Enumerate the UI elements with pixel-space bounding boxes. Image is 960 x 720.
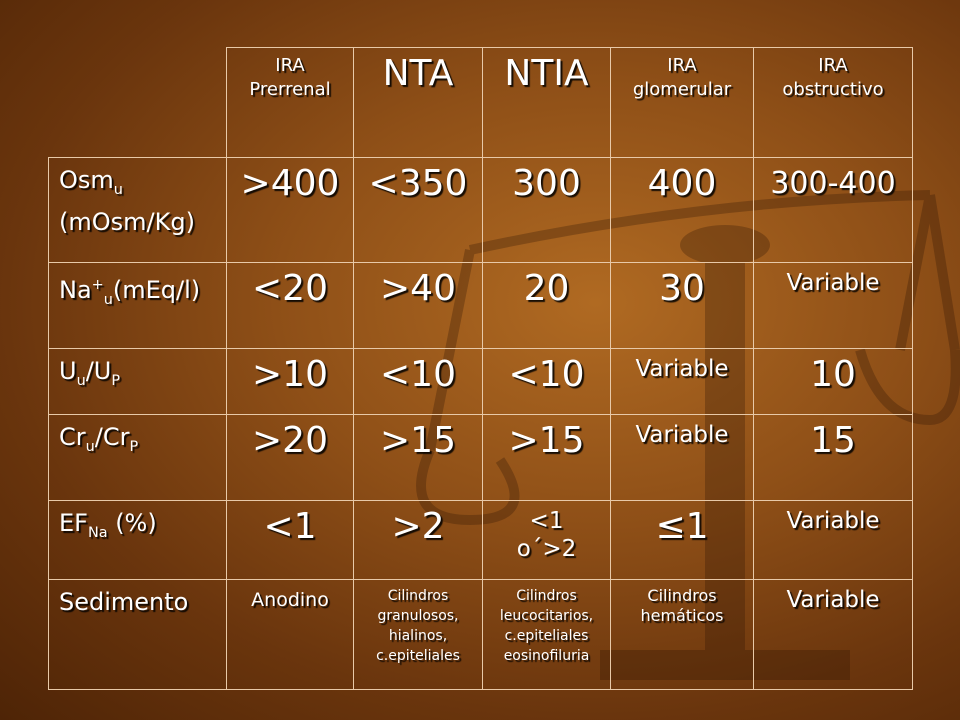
row-label-efna (49, 501, 227, 580)
cell-line: c.epiteliales (504, 628, 589, 644)
cell-efna-glomerular: ≤1 (611, 501, 754, 580)
row-label-cr (49, 415, 227, 501)
cell-efna-ntia (483, 501, 611, 580)
header-nta: NTA (354, 48, 483, 158)
renal-failure-table (48, 47, 913, 690)
header-line: IRA (667, 55, 697, 76)
label-sub: P (129, 438, 139, 455)
label-text: (mOsm/Kg) (59, 207, 195, 236)
cell-cr-nta: >15 (354, 415, 483, 501)
header-corner (49, 48, 227, 158)
row-sedimento (49, 580, 913, 690)
label-text: (mEq/l) (112, 276, 201, 304)
cell-efna-obstructivo: Variable (754, 501, 913, 580)
cell-line: o´>2 (516, 536, 577, 562)
cell-cr-obstructivo: 15 (754, 415, 913, 501)
cell-na-nta: >40 (354, 263, 483, 349)
header-ira-glomerular (611, 48, 754, 158)
label-sup: + (91, 277, 104, 293)
row-efna (49, 501, 913, 580)
header-line: obstructivo (782, 79, 884, 100)
row-osm (49, 158, 913, 263)
cell-cr-glomerular: Variable (611, 415, 754, 501)
cell-uu-prerrenal: >10 (227, 349, 354, 415)
cell-na-obstructivo: Variable (754, 263, 913, 349)
row-cr (49, 415, 913, 501)
cell-line: Cilindros (516, 588, 577, 604)
cell-sed-nta (354, 580, 483, 690)
label-text: /Cr (94, 423, 130, 451)
label-text: Na (59, 276, 92, 304)
row-label-na (49, 263, 227, 349)
cell-line: c.epiteliales (376, 648, 460, 664)
header-line: Prerrenal (249, 79, 331, 100)
label-sub: u (85, 438, 95, 455)
header-line: glomerular (632, 79, 732, 100)
header-line: IRA (818, 55, 848, 76)
cell-line: Cilindros (387, 588, 449, 604)
cell-uu-nta: <10 (354, 349, 483, 415)
cell-na-ntia: 20 (483, 263, 611, 349)
cell-osm-nta: <350 (354, 158, 483, 263)
cell-line: leucocitarios, (499, 608, 594, 624)
cell-line: hemáticos (640, 606, 724, 625)
cell-line: granulosos, (377, 608, 459, 624)
cell-line: Cilindros (647, 586, 717, 605)
label-text: Osm (59, 166, 114, 194)
cell-uu-ntia: <10 (483, 349, 611, 415)
row-label-osm (49, 158, 227, 263)
label-sub: u (103, 291, 113, 308)
cell-uu-obstructivo: 10 (754, 349, 913, 415)
row-na (49, 263, 913, 349)
row-label-uu (49, 349, 227, 415)
header-ira-obstructivo (754, 48, 913, 158)
cell-line: hialinos, (388, 628, 448, 644)
cell-sed-ntia (483, 580, 611, 690)
label-sub: u (113, 181, 123, 198)
label-text: EF (59, 509, 88, 537)
row-uu (49, 349, 913, 415)
label-text: U (59, 357, 77, 385)
cell-sed-glomerular (611, 580, 754, 690)
cell-line: <1 (529, 508, 564, 534)
header-ira-prerrenal (227, 48, 354, 158)
cell-sed-prerrenal: Anodino (227, 580, 354, 690)
cell-osm-obstructivo: 300-400 (754, 158, 913, 263)
cell-osm-glomerular: 400 (611, 158, 754, 263)
header-line: IRA (275, 55, 305, 76)
cell-efna-prerrenal: <1 (227, 501, 354, 580)
cell-line: eosinofiluria (503, 648, 590, 664)
row-label-sedimento: Sedimento (49, 580, 227, 690)
cell-uu-glomerular: Variable (611, 349, 754, 415)
cell-cr-prerrenal: >20 (227, 415, 354, 501)
cell-osm-prerrenal: >400 (227, 158, 354, 263)
label-text: /U (85, 357, 112, 385)
header-ntia: NTIA (483, 48, 611, 158)
label-sub: u (76, 372, 86, 389)
label-text: (%) (107, 509, 157, 537)
cell-cr-ntia: >15 (483, 415, 611, 501)
header-row (49, 48, 913, 158)
label-sub: P (111, 372, 121, 389)
cell-na-prerrenal: <20 (227, 263, 354, 349)
cell-osm-ntia: 300 (483, 158, 611, 263)
cell-na-glomerular: 30 (611, 263, 754, 349)
label-text: Cr (59, 423, 86, 451)
cell-efna-nta: >2 (354, 501, 483, 580)
label-sub: Na (87, 524, 108, 541)
cell-sed-obstructivo: Variable (754, 580, 913, 690)
